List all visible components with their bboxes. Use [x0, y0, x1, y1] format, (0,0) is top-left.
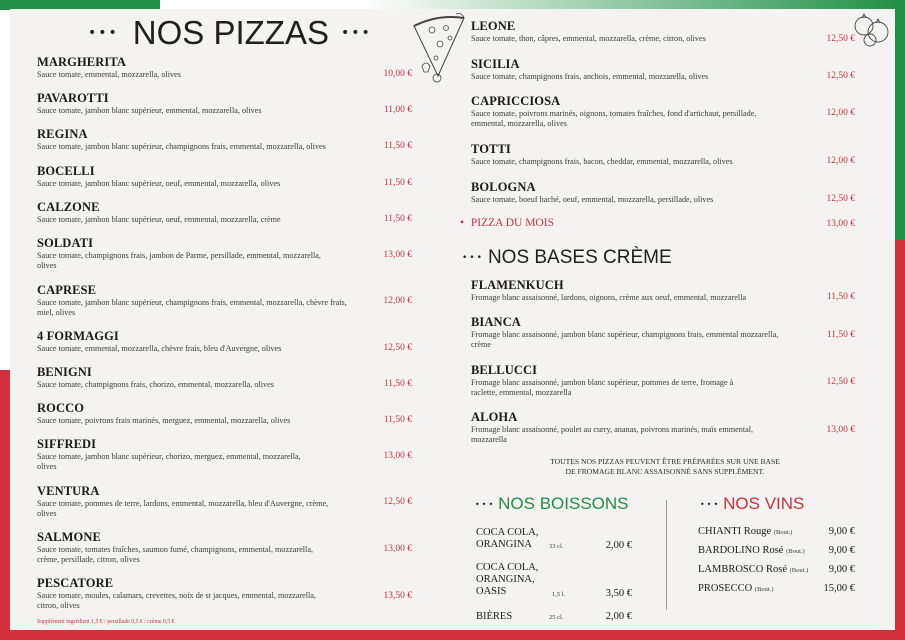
pizza-price: 12,00 €	[826, 108, 855, 118]
pizza-desc: Sauce tomate, champignons frais, chorizo, emmental, mozzarella, olives	[37, 380, 274, 389]
pizza-item	[37, 55, 377, 80]
wine-name	[698, 564, 808, 575]
flag-stripe-green-right	[895, 0, 905, 240]
creme-base-note	[510, 457, 820, 476]
pizza-name: BOLOGNA	[471, 180, 536, 194]
creme-item	[471, 278, 811, 303]
pizza-name: SALMONE	[37, 530, 101, 544]
wine-price: 15,00 €	[823, 583, 855, 594]
pizza-item	[37, 91, 377, 116]
drink-name: COCA COLA, ORANGINA	[476, 527, 539, 550]
creme-name: FLAMENKUCH	[471, 278, 564, 292]
pizza-desc: Sauce tomate, tomates fraîches, saumon fumé, champignons, emmental, mozzarella, crème, persillade, citron, olives	[37, 545, 314, 564]
supplement-note: Supplément ingrédient 1,5 € / persillade 0,5 € / crème 0,5 €	[37, 619, 175, 625]
creme-item	[471, 410, 761, 445]
pizza-price: 12,00 €	[383, 296, 412, 306]
pizza-item	[471, 94, 771, 129]
creme-name: BELLUCCI	[471, 363, 538, 377]
pizza-name: MARGHERITA	[37, 55, 126, 69]
pizza-name: PAVAROTTI	[37, 91, 109, 105]
creme-desc: Fromage blanc assaisonné, poulet au curry, ananas, poivrons marinés, maïs emmental, mozzarella	[471, 425, 754, 444]
creme-price: 12,50 €	[826, 377, 855, 387]
wine-name	[698, 545, 805, 556]
drink-volume: 33 cl.	[549, 543, 564, 550]
drink-price: 2,00 €	[605, 611, 632, 622]
pizza-item	[37, 365, 377, 390]
pizza-desc: Sauce tomate, boeuf haché, oeuf, emmental, mozzarella, persillade, olives	[471, 195, 714, 204]
tomato-sketch-icon	[852, 12, 892, 48]
pizza-slice-sketch-icon	[408, 12, 472, 88]
pizza-item	[471, 57, 811, 82]
pizza-item	[37, 484, 347, 519]
boissons-title-text: NOS BOISSONS	[498, 494, 629, 513]
pizza-name: CAPRICCIOSA	[471, 94, 561, 108]
pizza-name: SICILIA	[471, 57, 520, 71]
pizza-desc: Sauce tomate, jambon blanc supérieur, chorizo, merguez, emmental, mozzarella, olives	[37, 452, 301, 471]
wine-name	[698, 583, 774, 594]
creme-name: ALOHA	[471, 410, 518, 424]
wine-price: 9,00 €	[828, 545, 855, 556]
creme-item	[471, 363, 741, 398]
flag-stripe-red-bottom	[0, 630, 905, 640]
wine-price: 9,00 €	[828, 564, 855, 575]
pizza-desc: Sauce tomate, jambon blanc supérieur, oeuf, emmental, mozzarella, olives	[37, 179, 281, 188]
pizza-price: 13,00 €	[383, 544, 412, 554]
pizza-price: 11,50 €	[383, 178, 412, 188]
creme-desc: Fromage blanc assaisonné, lardons, oignons, crème aux oeuf, emmental, mozzarella	[471, 293, 747, 302]
pizza-price: 11,50 €	[383, 415, 412, 425]
wine-unit: (Bout.)	[773, 529, 793, 536]
creme-price: 13,00 €	[826, 425, 855, 435]
title-dots-left: •••	[88, 25, 119, 41]
pizza-item	[37, 236, 327, 271]
pizza-name: BENIGNI	[37, 365, 92, 379]
drink-volume: 25 cl.	[549, 614, 564, 621]
creme-base-note-line: TOUTES NOS PIZZAS PEUVENT ÊTRE PRÉPARÉES SUR UNE BASE	[550, 457, 780, 466]
pizza-price: 10,00 €	[383, 69, 412, 79]
pizza-price: 11,50 €	[383, 141, 412, 151]
vins-title-text: NOS VINS	[723, 494, 805, 513]
pizza-price: 12,00 €	[826, 156, 855, 166]
drink-price: 2,00 €	[605, 540, 632, 551]
creme-price: 11,50 €	[826, 330, 855, 340]
pizza-name: CAPRESE	[37, 283, 97, 297]
pizza-item	[37, 401, 377, 426]
pizza-name: PESCATORE	[37, 576, 114, 590]
pizza-name: 4 FORMAGGI	[37, 329, 119, 343]
pizza-price: 12,50 €	[826, 34, 855, 44]
pizzas-title-text: NOS PIZZAS	[132, 14, 329, 51]
drink-volume: 1,5 l.	[552, 591, 566, 598]
creme-item	[471, 315, 781, 350]
pizza-of-month-price: 13,00 €	[826, 219, 855, 229]
pizza-name: LEONE	[471, 19, 516, 33]
creme-base-note-line: DE FROMAGE BLANC ASSAISONNÉ SANS SUPPLÉMENT.	[565, 466, 765, 476]
pizza-desc: Sauce tomate, champignons frais, bacon, cheddar, emmental, mozzarella, olives	[471, 157, 733, 166]
pizza-item	[471, 142, 811, 167]
pizza-price: 11,50 €	[383, 379, 412, 389]
pizza-name: BOCELLI	[37, 164, 95, 178]
pizzas-title	[88, 14, 372, 52]
pizza-item	[37, 127, 377, 152]
pizza-name: SIFFREDI	[37, 437, 97, 451]
title-dots-left: •••	[475, 499, 496, 509]
pizza-desc: Sauce tomate, jambon blanc supérieur, emmental, mozzarella, olives	[37, 106, 262, 115]
wine-price: 9,00 €	[828, 526, 855, 537]
pizza-desc: Sauce tomate, emmental, mozzarella, olives	[37, 70, 181, 79]
wine-label: PROSECCO	[698, 583, 753, 594]
creme-desc: Fromage blanc assaisonné, jambon blanc supérieur, pommes de terre, fromage à raclette, emmental, mozzarella	[471, 378, 734, 397]
pizza-of-month-name: PIZZA DU MOIS	[470, 217, 554, 229]
pizza-price: 11,50 €	[383, 214, 412, 224]
pizza-desc: Sauce tomate, champignons frais, anchois, emmental, mozzarella, olives	[471, 72, 709, 81]
pizza-of-month	[460, 217, 554, 229]
pizza-price: 12,50 €	[826, 194, 855, 204]
pizza-item	[37, 329, 377, 354]
pizza-name: VENTURA	[37, 484, 100, 498]
pizza-price: 11,00 €	[383, 105, 412, 115]
pizza-price: 13,50 €	[383, 591, 412, 601]
pizza-item	[471, 180, 811, 205]
pizza-name: TOTTI	[471, 142, 511, 156]
wine-unit: (Bout.)	[789, 567, 809, 574]
pizza-name: REGINA	[37, 127, 88, 141]
drink-price: 3,50 €	[605, 588, 632, 599]
pizza-of-month-bullet: •	[460, 217, 465, 229]
pizza-desc: Sauce tomate, champignons frais, jambon de Parme, persillade, emmental, mozzarella, olives	[37, 251, 321, 270]
pizza-price: 12,50 €	[383, 343, 412, 353]
pizza-price: 12,50 €	[826, 71, 855, 81]
pizza-name: CALZONE	[37, 200, 100, 214]
pizza-desc: Sauce tomate, emmental, mozzarella, chèvre frais, bleu d'Auvergne, olives	[37, 344, 282, 353]
pizza-desc: Sauce tomate, poivrons marinés, oignons, tomates fraîches, fond d'artichaut, persillade, emmental, mozzarella, olives	[471, 109, 757, 128]
pizza-price: 12,50 €	[383, 497, 412, 507]
flag-stripe-red-left	[0, 370, 10, 640]
title-dots-left: •••	[700, 499, 721, 509]
pizza-desc: Sauce tomate, poivrons frais marinés, merguez, emmental, mozzarella, olives	[37, 416, 291, 425]
flag-stripe-red-right	[895, 240, 905, 640]
pizza-desc: Sauce tomate, pommes de terre, lardons, emmental, mozzarella, bleu d'Auvergne, crème, olives	[37, 499, 329, 518]
wine-unit: (Bout.)	[754, 586, 774, 593]
wine-label: CHIANTI Rouge	[698, 526, 772, 537]
wine-label: BARDOLINO Rosé	[698, 545, 784, 556]
creme-price: 11,50 €	[826, 292, 855, 302]
pizza-item	[37, 164, 377, 189]
creme-desc: Fromage blanc assaisonné, jambon blanc supérieur, champignons frais, emmental mozzarella, crème	[471, 330, 779, 349]
drink-name: COCA COLA, ORANGINA, OASIS	[476, 562, 539, 597]
pizza-desc: Sauce tomate, jambon blanc supérieur, champignons frais, emmental, mozzarella, olives	[37, 142, 326, 151]
vins-title	[700, 494, 804, 514]
pizza-item	[37, 576, 327, 611]
pizza-desc: Sauce tomate, thon, câpres, emmental, mozzarella, crème, citron, olives	[471, 34, 706, 43]
pizza-desc: Sauce tomate, jambon blanc supérieur, oeuf, emmental, mozzarella, crème	[37, 215, 281, 224]
pizza-desc: Sauce tomate, jambon blanc supérieur, champignons frais, emmental, mozzarella, chèvre frais, miel, olives	[37, 298, 347, 317]
title-dots-right: •••	[340, 25, 372, 41]
pizza-item	[37, 530, 327, 565]
pizza-price: 13,00 €	[383, 451, 412, 461]
wine-name	[698, 526, 792, 537]
creme-name: BIANCA	[471, 315, 521, 329]
pizza-name: ROCCO	[37, 401, 85, 415]
pizza-name: SOLDATI	[37, 236, 94, 250]
pizza-item	[37, 437, 317, 472]
boissons-title	[475, 494, 629, 514]
pizza-desc: Sauce tomate, moules, calamars, crevettes, noix de st jacques, emmental, mozzarella, citron, olives	[37, 591, 316, 610]
wine-unit: (Bout.)	[786, 548, 805, 555]
pizza-item	[37, 283, 357, 318]
pizza-item	[37, 200, 377, 225]
drinks-divider	[666, 500, 667, 610]
drink-name: BIÈRES	[476, 611, 513, 622]
creme-title-text: NOS BASES CRÈME	[487, 247, 672, 268]
title-dots-left: •••	[462, 253, 484, 263]
wine-label: LAMBROSCO Rosé	[698, 564, 787, 575]
pizza-price: 13,00 €	[383, 250, 412, 260]
pizza-item	[471, 19, 811, 44]
creme-title	[462, 247, 672, 269]
